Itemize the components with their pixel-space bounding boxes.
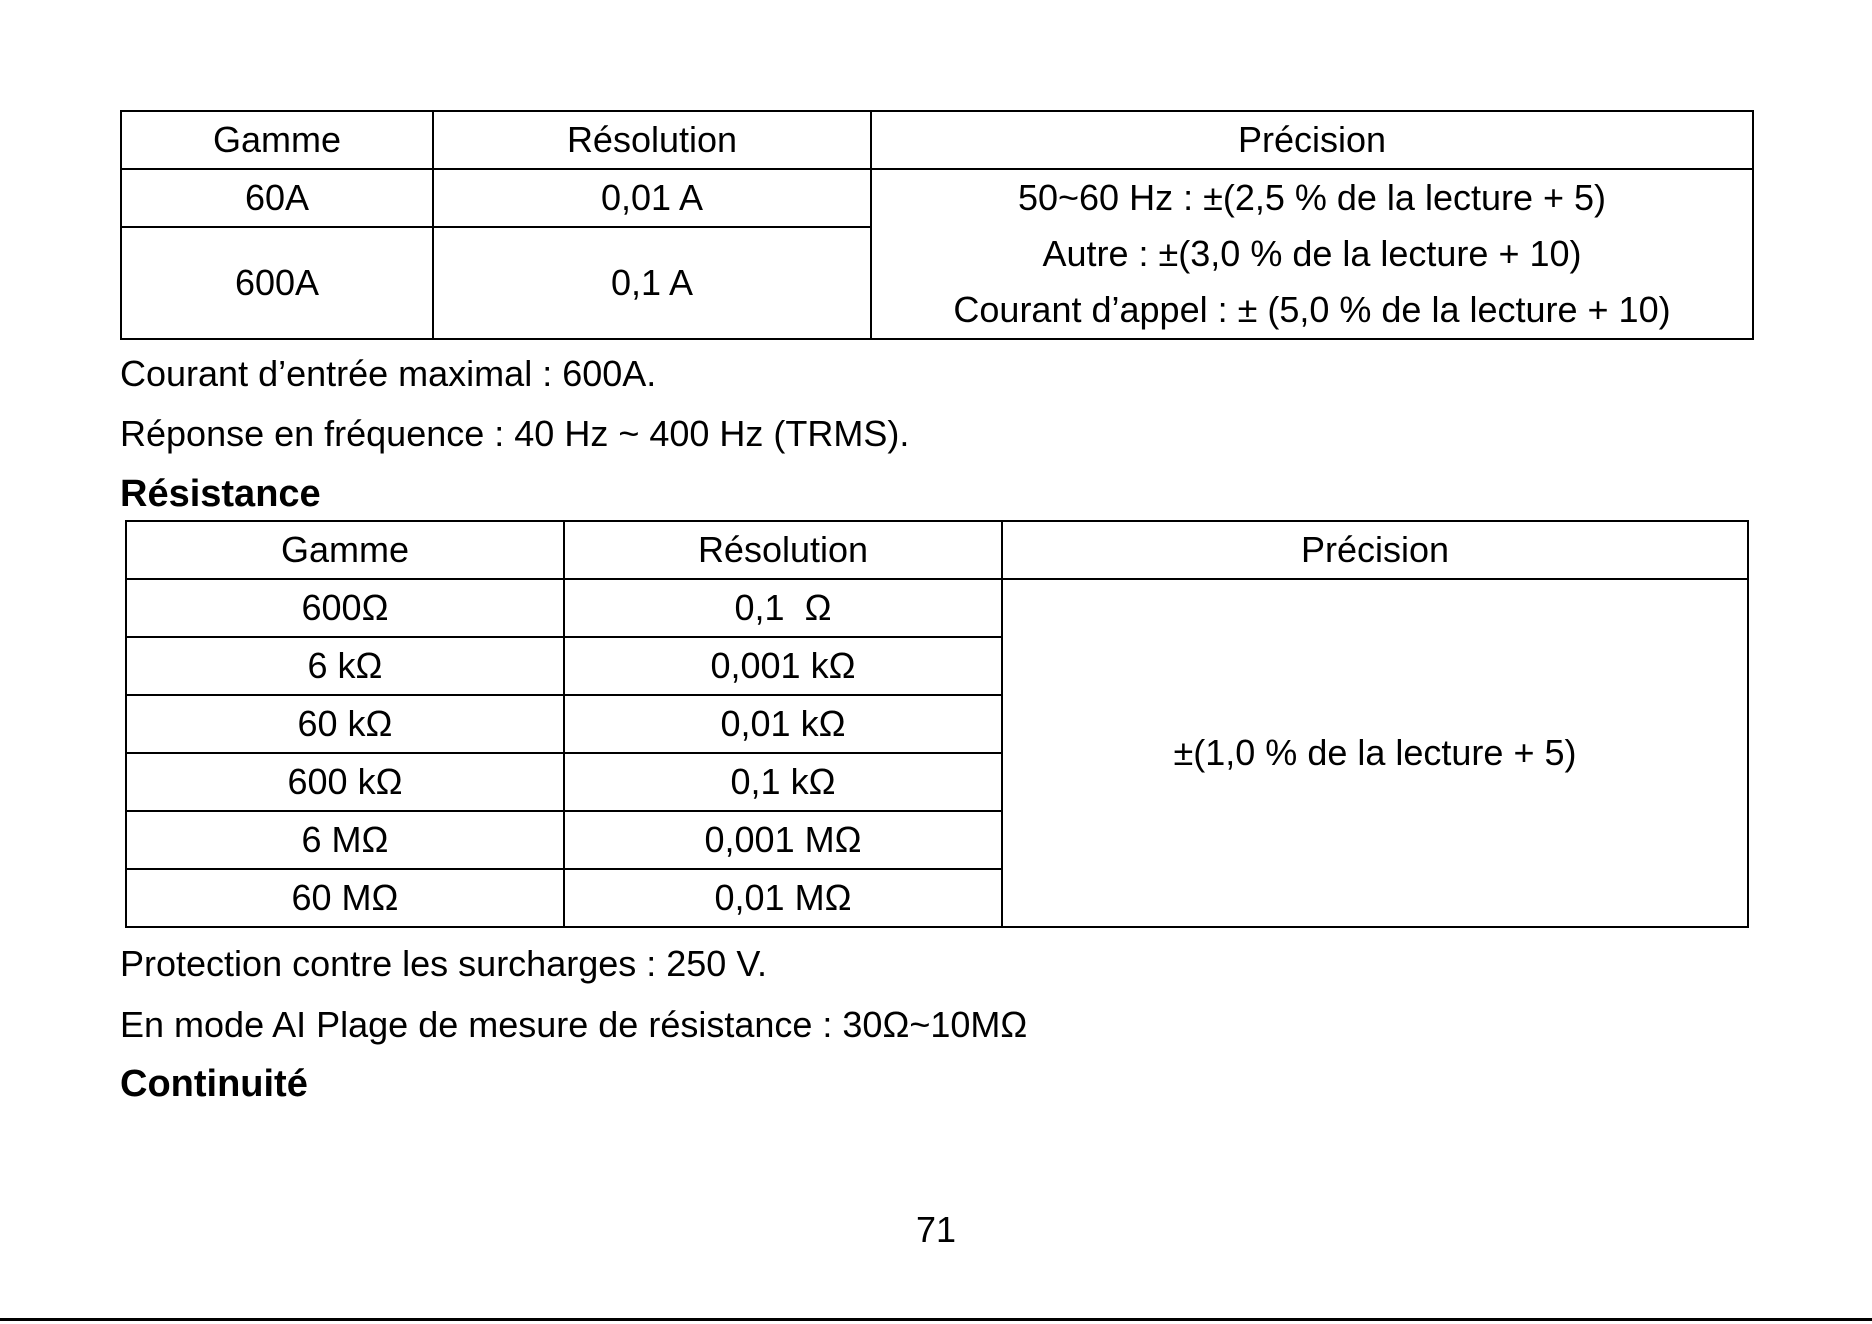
range-cell: 60 kΩ: [126, 695, 564, 753]
precision-line: 50~60 Hz : ±(2,5 % de la lecture + 5): [1017, 177, 1607, 218]
header-precision: Précision: [1002, 521, 1748, 579]
range-cell: 600 kΩ: [126, 753, 564, 811]
continuity-heading: Continuité: [120, 1063, 308, 1105]
precision-line: Courant d’appel : ± (5,0 % de la lecture + 10): [953, 289, 1671, 330]
range-cell: 60A: [121, 169, 433, 227]
precision-cell: ±(1,0 % de la lecture + 5): [1002, 579, 1748, 927]
table-row: [121, 169, 1753, 227]
resolution-cell: 0,01 A: [433, 169, 871, 227]
resolution-cell: 0,01 kΩ: [564, 695, 1002, 753]
header-gamme: Gamme: [126, 521, 564, 579]
header-gamme: Gamme: [121, 111, 433, 169]
page-number: 71: [915, 1209, 957, 1250]
current-spec-table: [120, 110, 1754, 340]
max-input-current-note: Courant d’entrée maximal : 600A.: [120, 353, 657, 394]
resolution-cell: 0,001 MΩ: [564, 811, 1002, 869]
resolution-cell: 0,001 kΩ: [564, 637, 1002, 695]
resistance-heading: Résistance: [120, 473, 321, 515]
overload-protection-note: Protection contre les surcharges : 250 V.: [120, 943, 768, 984]
resistance-spec-table: [125, 520, 1749, 928]
table-row: [126, 579, 1748, 637]
table-header-row: [121, 111, 1753, 169]
header-resolution: Résolution: [433, 111, 871, 169]
header-precision: Précision: [871, 111, 1753, 169]
precision-cell: [871, 169, 1753, 339]
resolution-cell: 0,1 Ω: [564, 579, 1002, 637]
range-cell: 6 MΩ: [126, 811, 564, 869]
range-cell: 600Ω: [126, 579, 564, 637]
frequency-response-note: Réponse en fréquence : 40 Hz ~ 400 Hz (TRMS).: [120, 413, 910, 454]
resolution-cell: 0,1 kΩ: [564, 753, 1002, 811]
range-cell: 6 kΩ: [126, 637, 564, 695]
range-cell: 600A: [121, 227, 433, 339]
resolution-cell: 0,1 A: [433, 227, 871, 339]
resolution-cell: 0,01 MΩ: [564, 869, 1002, 927]
bottom-rule: [0, 1318, 1872, 1321]
precision-line: Autre : ±(3,0 % de la lecture + 10): [1042, 233, 1582, 274]
range-cell: 60 MΩ: [126, 869, 564, 927]
header-resolution: Résolution: [564, 521, 1002, 579]
ai-mode-range-note: En mode AI Plage de mesure de résistance : 30Ω~10MΩ: [120, 1004, 1028, 1045]
table-header-row: [126, 521, 1748, 579]
